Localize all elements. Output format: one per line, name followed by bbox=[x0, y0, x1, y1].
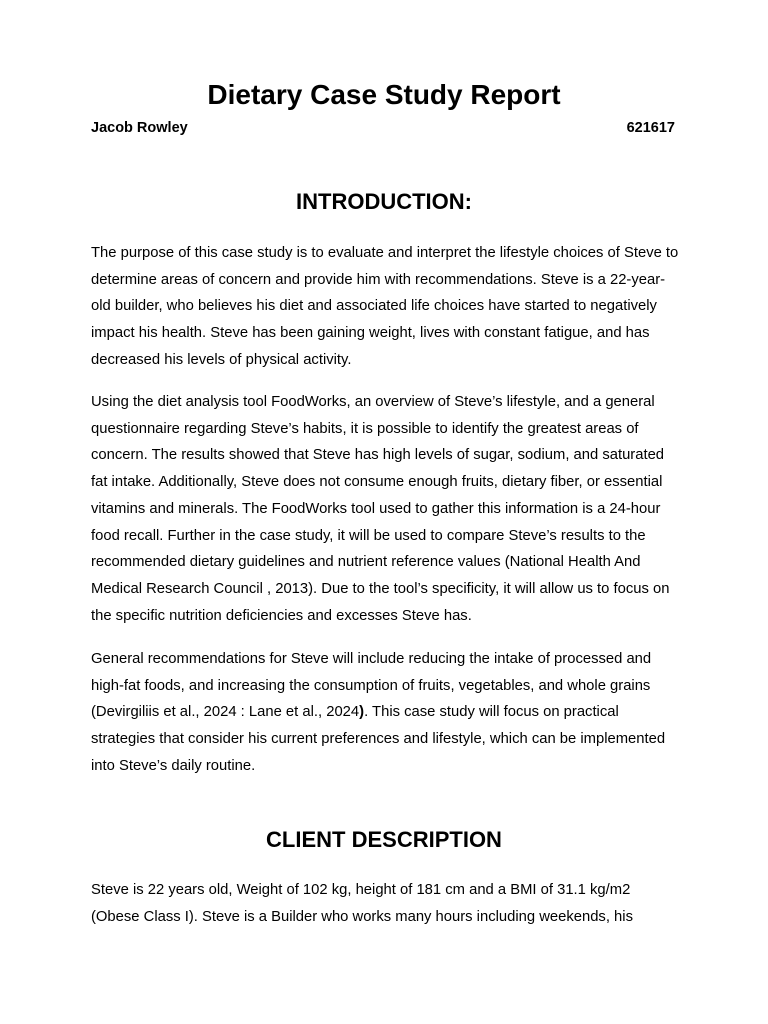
introduction-paragraph-3 bbox=[91, 646, 681, 780]
document-title: Dietary Case Study Report bbox=[207, 79, 561, 110]
introduction-paragraph-1: The purpose of this case study is to evaluate and interpret the lifestyle choices of Steve to determine areas of concern and provide him with recommendations. Steve is a 22-year-old builder, who believes his diet and associated life choices have started to negatively impact his health. Steve has been gaining weight, lives with constant fatigue, and has decreased his levels of physical activity. bbox=[91, 245, 679, 368]
paragraph-3-bold-paren: ) bbox=[359, 704, 365, 721]
student-id: 621617 bbox=[626, 120, 675, 136]
author-name: Jacob Rowley bbox=[91, 120, 188, 136]
client-description-paragraph: Steve is 22 years old, Weight of 102 kg, height of 181 cm and a BMI of 31.1 kg/m2 (Obese Class I). Steve is a Builder who works many hours including weekends, his bbox=[91, 882, 633, 925]
paragraph-3-text-after: . This case study will focus on practical strategies that consider his current preferences and lifestyle, which can be implemented into Steve’s daily routine. bbox=[91, 704, 666, 774]
client-description-heading: CLIENT DESCRIPTION bbox=[266, 827, 502, 852]
author-row bbox=[91, 119, 675, 137]
paragraph-3-text-before: General recommendations for Steve will include reducing the intake of processed and high-fat foods, and increasing the consumption of fruits, vegetables, and whole grains (Devirgiliis et al., 2024 : Lane et al., 2024 bbox=[91, 651, 652, 721]
introduction-heading: INTRODUCTION: bbox=[296, 189, 472, 214]
introduction-paragraph-2: Using the diet analysis tool FoodWorks, an overview of Steve’s lifestyle, and a general questionnaire regarding Steve’s habits, it is possible to identify the greatest areas of concern. The results showed that Steve has high levels of sugar, sodium, and saturated fat intake. Additionally, Steve does not consume enough fruits, dietary fiber, or essential vitamins and minerals. The FoodWorks tool used to gather this information is a 24-hour food recall. Further in the case study, it will be used to compare Steve’s results to the recommended dietary guidelines and nutrient reference values (National Health And Medical Research Council , 2013). Due to the tool’s specificity, it will allow us to focus on the specific nutrition deficiencies and excesses Steve has. bbox=[91, 394, 670, 624]
